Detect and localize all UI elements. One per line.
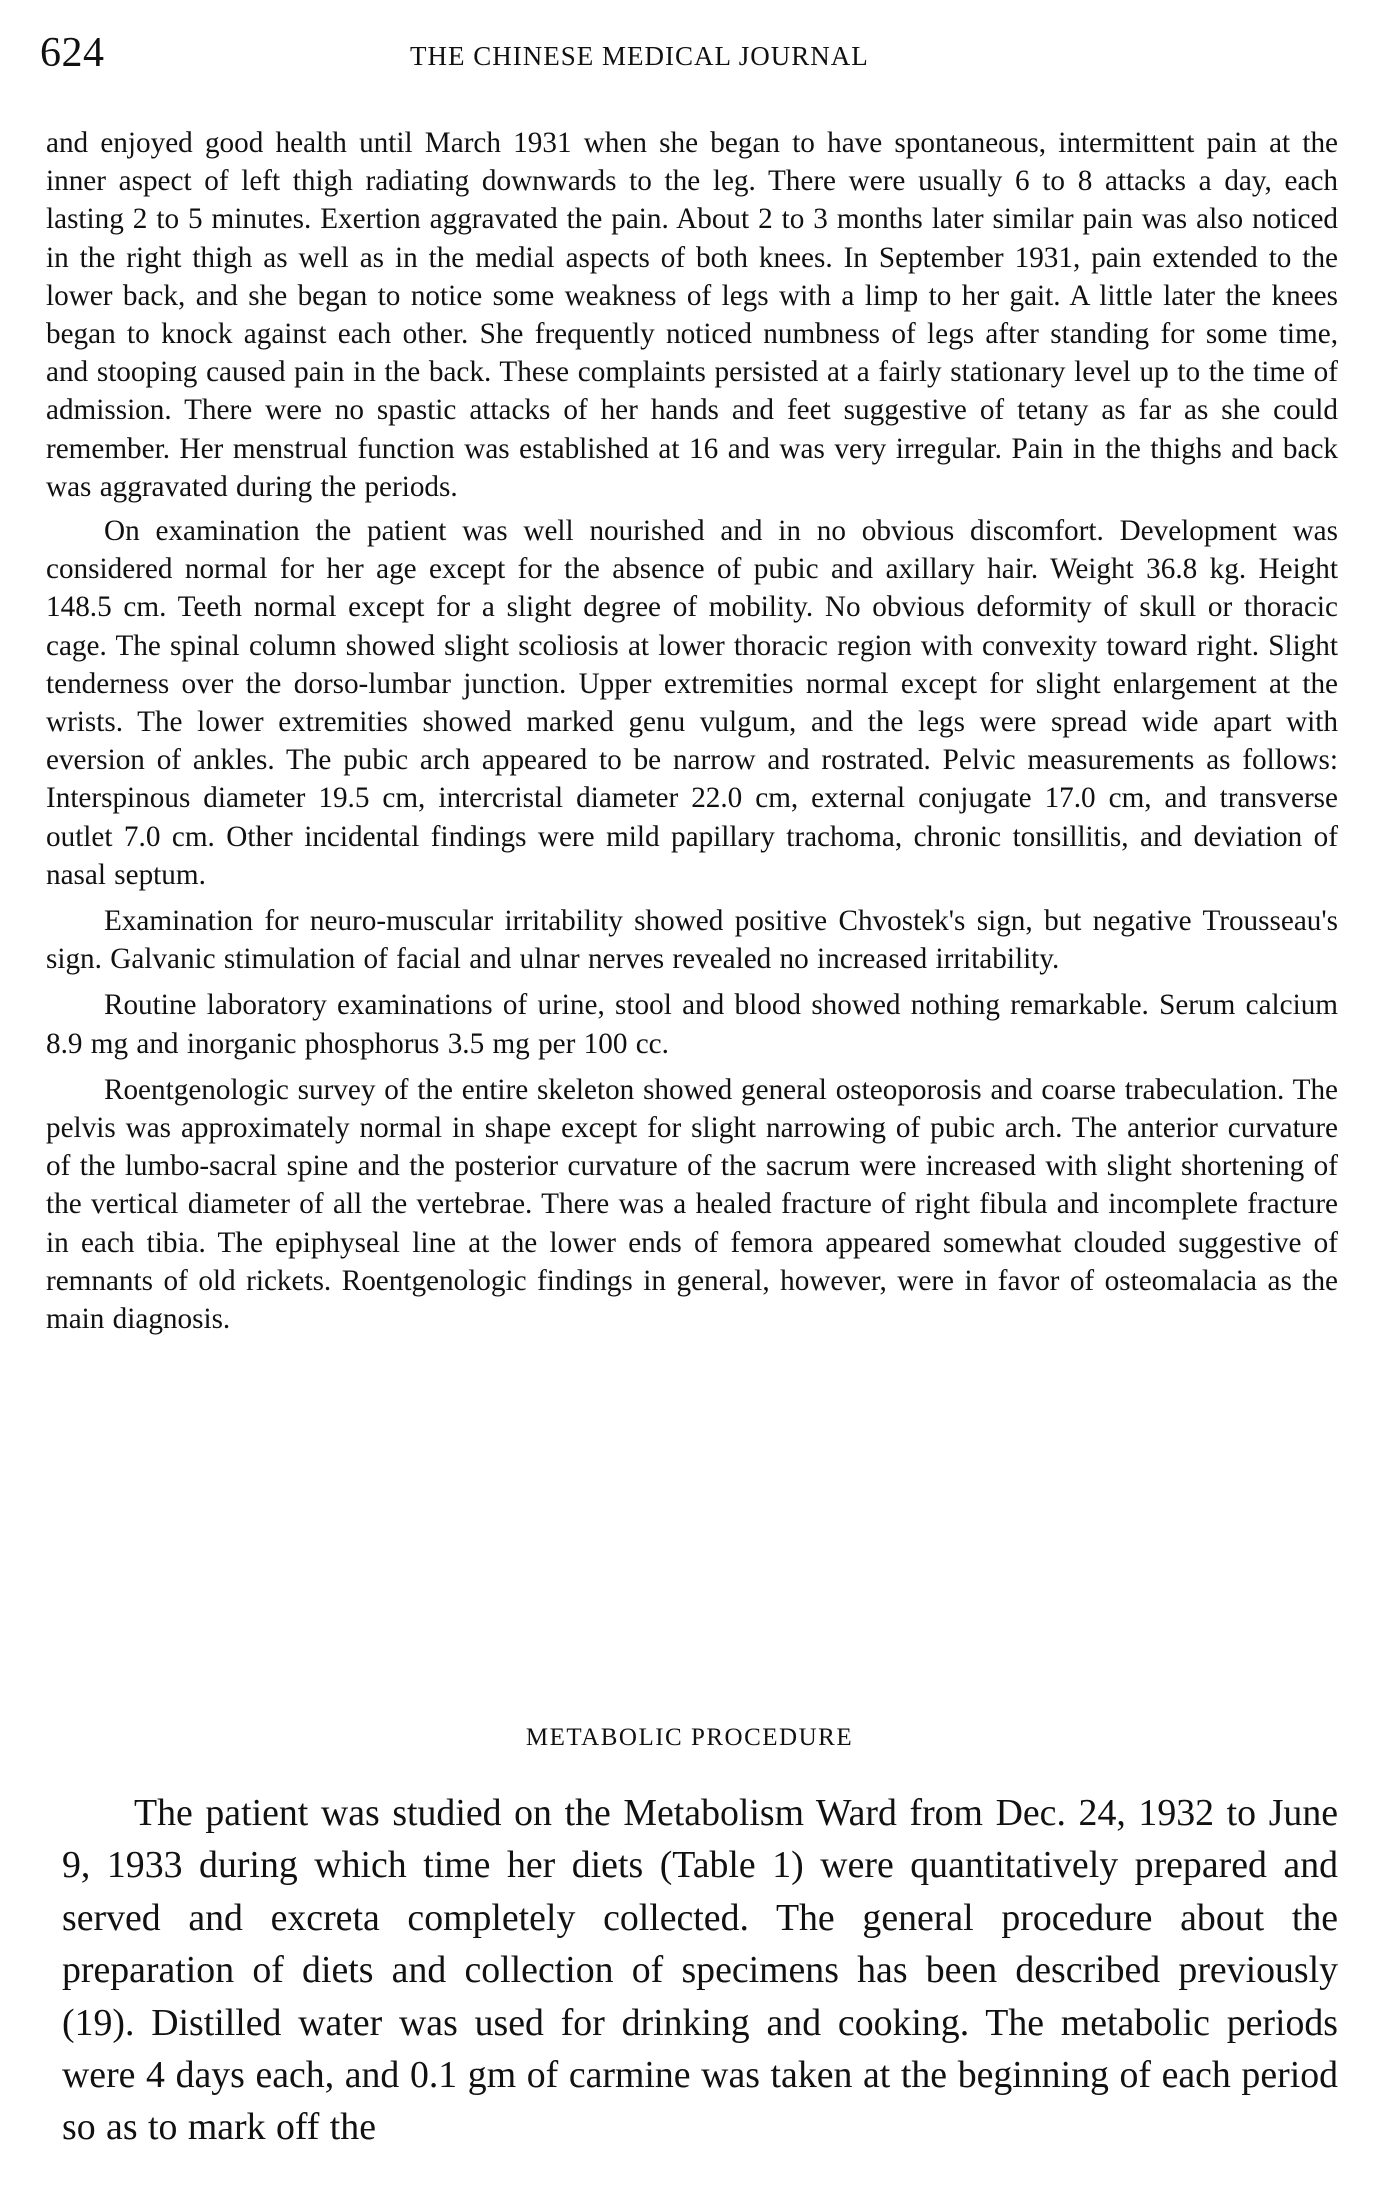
- laboratory-paragraph: Routine laboratory examinations of urine, stool and blood showed nothing remarkable. Serum calcium 8.9 mg and inorganic phosphorus 3.5 mg per 100 cc.: [46, 989, 1338, 1060]
- procedure-paragraph: The patient was studied on the Metabolism Ward from Dec. 24, 1932 to June 9, 1933 during which time her diets (Table 1) were quantitatively prepared and served and excreta completely collected. The general procedure about the preparation of diets and collection of specimens has been described previously (19). Distilled water was used for drinking and cooking. The metabolic periods were 4 days each, and 0.1 gm of carmine was taken at the beginning of each period so as to mark off the: [62, 1792, 1338, 2149]
- roentgenologic-paragraph: Roentgenologic survey of the entire skeleton showed general osteoporosis and coarse trabeculation. The pelvis was approximately normal in shape except for slight narrowing of pubic arch. The anterior curvature of the lumbo-sacral spine and the posterior curvature of the sacrum were increased with slight shortening of the vertical diameter of all the vertebrae. There was a healed fracture of right fibula and incomplete fracture in each tibia. The epiphyseal line at the lower ends of femora appeared somewhat clouded suggestive of remnants of old rickets. Roentgenologic findings in general, however, were in favor of osteomalacia as the main diagnosis.: [46, 1073, 1338, 1336]
- running-title: THE CHINESE MEDICAL JOURNAL: [410, 41, 869, 71]
- neuromuscular-paragraph: Examination for neuro-muscular irritability showed positive Chvostek's sign, but negative Trousseau's sign. Galvanic stimulation of facial and ulnar nerves revealed no increased irritability.: [46, 905, 1338, 976]
- metabolic-procedure-text: [62, 1787, 1338, 2154]
- section-title: METABOLIC PROCEDURE: [525, 1724, 854, 1751]
- page-header: [40, 22, 1340, 82]
- history-paragraph: and enjoyed good health until March 1931 when she began to have spontaneous, intermittent pain at the inner aspect of left thigh radiating downwards to the leg. There were usually 6 to 8 attacks a day, each lasting 2 to 5 minutes. Exertion aggravated the pain. About 2 to 3 months later similar pain was also noticed in the right thigh as well as in the medial aspects of both knees. In September 1931, pain extended to the lower back, and she began to notice some weakness of legs with a limp to her gait. A little later the knees began to knock against each other. She frequently noticed numbness of legs after standing for some time, and stooping caused pain in the back. These complaints persisted at a fairly stationary level up to the time of admission. There were no spastic attacks of her hands and feet suggestive of tetany as far as she could remember. Her menstrual function was established at 16 and was very irregular. Pain in the thighs and back was aggravated during the periods.: [46, 127, 1338, 503]
- examination-paragraph: On examination the patient was well nourished and in no obvious discomfort. Development was considered normal for her age except for the absence of pubic and axillary hair. Weight 36.8 kg. Height 148.5 cm. Teeth normal except for a slight degree of mobility. No obvious deformity of skull or thoracic cage. The spinal column showed slight scoliosis at lower thoracic region with convexity toward right. Slight tenderness over the dorso-lumbar junction. Upper extremities normal except for slight enlargement at the wrists. The lower extremities showed marked genu vulgum, and the legs were spread wide apart with eversion of ankles. The pubic arch appeared to be narrow and rostrated. Pelvic measurements as follows: Interspinous diameter 19.5 cm, intercristal diameter 22.0 cm, external conjugate 17.0 cm, and transverse outlet 7.0 cm. Other incidental findings were mild papillary trachoma, chronic tonsillitis, and deviation of nasal septum.: [46, 515, 1338, 891]
- case-history-text: [46, 124, 1338, 1338]
- page-number: 624: [40, 30, 105, 76]
